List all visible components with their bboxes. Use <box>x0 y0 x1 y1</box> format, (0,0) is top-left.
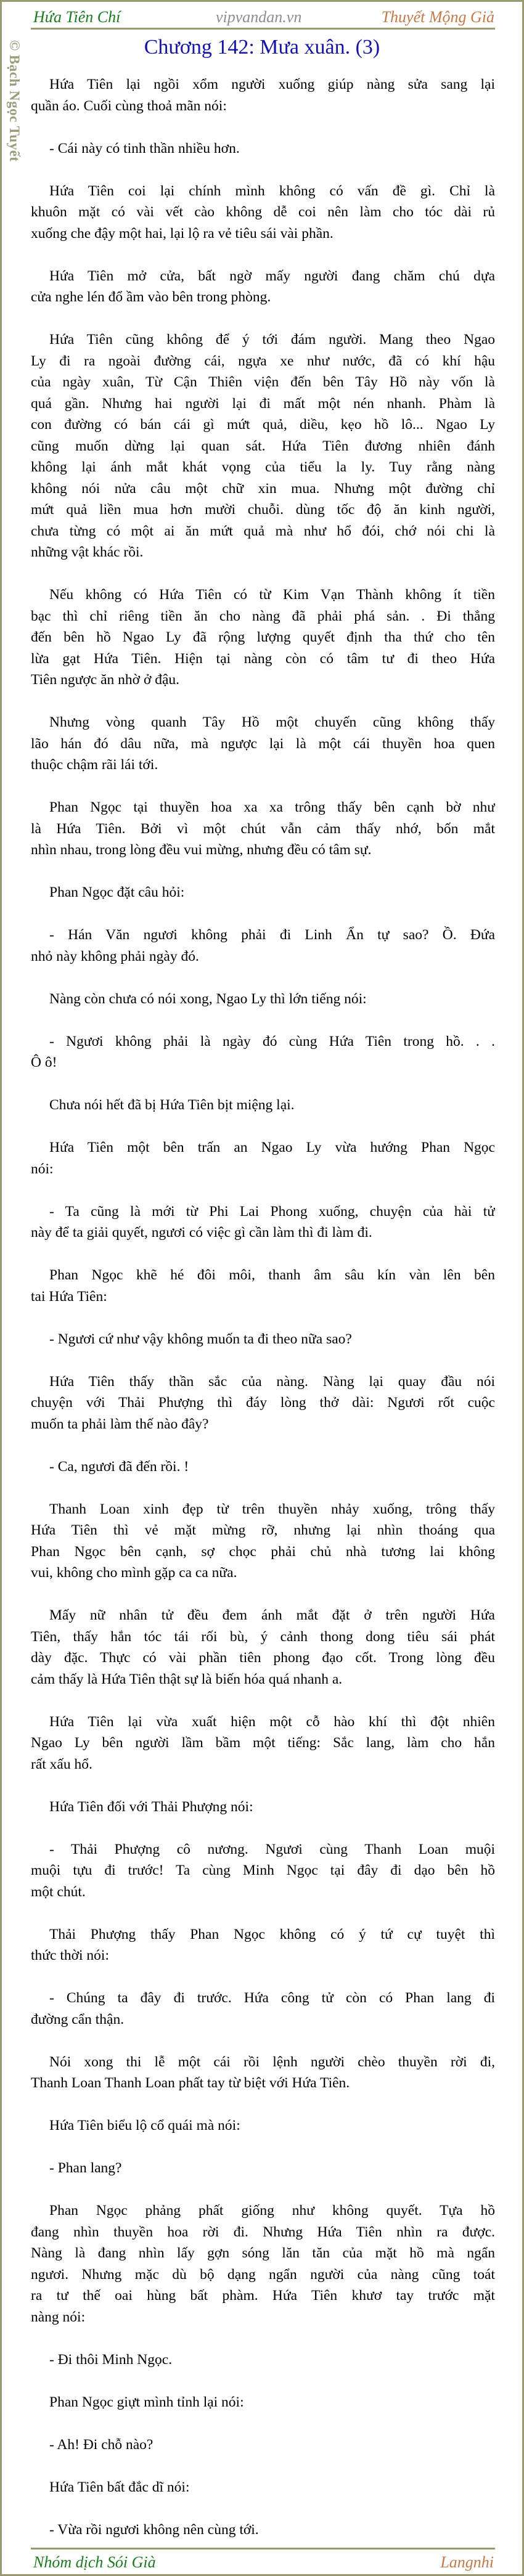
paragraph-line: nhìn nhau, trong lòng đều vui mừng, nhưng đều có tâm sự. <box>31 842 372 858</box>
paragraph-line: Nàng là đang nhìn lấy gợn sóng lăn tăn của mặt hồ mà ngẩn <box>31 2245 495 2261</box>
story-paragraph <box>31 2477 495 2498</box>
story-paragraph <box>31 1265 495 1307</box>
paragraph-line: chưa từng có một ai ăn mứt quả mà như hổ đói, chớ nói chi là <box>31 523 495 539</box>
paragraph-line: con đường có bán cái gì mứt quả, diều, kẹo hồ lô... Ngao Ly <box>31 417 495 433</box>
story-paragraph <box>31 924 495 967</box>
story-paragraph <box>31 2052 495 2094</box>
paragraph-line: Mấy nữ nhân tử đều đem ánh mắt đặt ở trên người Hứa <box>49 1607 495 1623</box>
paragraph-line: - Ngươi cứ như vậy không muốn ta đi theo nữa sao? <box>49 1331 352 1347</box>
paragraph-line: - Vừa rồi ngươi không nên cùng tới. <box>49 2521 259 2538</box>
story-paragraph <box>31 2392 495 2413</box>
paragraph-line: nàng nói: <box>31 2309 86 2325</box>
paragraph-line: Hứa Tiên coi lại chính mình không có vấn đề gì. Chỉ là <box>49 182 495 199</box>
paragraph-line: một chút. <box>31 1883 86 1900</box>
paragraph-line: Thanh Loan xinh đẹp từ trên thuyền nhảy xuống, trông thấy <box>49 1501 495 1517</box>
story-paragraph <box>31 138 495 160</box>
story-paragraph <box>31 1605 495 1690</box>
paragraph-line: này để ta giải quyết, ngươi có việc gì cần làm thì đi làm đi. <box>31 1225 372 1241</box>
paragraph-line: Hứa Tiên cũng không để ý tới đám người. Mang theo Ngao <box>49 332 495 348</box>
paragraph-line: bạc thì chỉ riêng tiền ăn cho nàng đã phải phá sản. . Đi thẳng <box>31 608 495 624</box>
copyright-watermark <box>3 40 28 200</box>
paragraph-line: vui, không cho mình gặp ca ca nữa. <box>31 1565 237 1581</box>
paragraph-line: - Chúng ta đây đi trước. Hứa công tử còn có Phan lang đi <box>49 1990 495 2006</box>
paragraph-line: Hứa Tiên đối với Thải Phượng nói: <box>49 1798 253 1815</box>
paragraph-line: tai Hứa Tiên: <box>31 1288 107 1305</box>
paragraph-line: thức thời nói: <box>31 1947 109 1963</box>
paragraph-line: Hứa Tiên thì vẻ mặt mừng rỡ, nhưng lại nhìn thoáng qua <box>31 1522 495 1538</box>
paragraph-line: nói: <box>31 1160 54 1177</box>
footer-divider <box>31 2548 495 2550</box>
story-paragraph <box>31 329 495 563</box>
paragraph-line: Ô ô! <box>31 1054 57 1070</box>
paragraph-line: - Phan lang? <box>49 2160 122 2176</box>
paragraph-line: - Cái này có tinh thần nhiều hơn. <box>49 140 240 157</box>
paragraph-line: Tiên ngược ăn nhờ ở đậu. <box>31 672 180 688</box>
paragraph-line: rất xấu hổ. <box>31 1756 92 1772</box>
story-paragraph <box>31 2115 495 2137</box>
paragraph-line: Nàng còn chưa có nói xong, Ngao Ly thì lớn tiếng nói: <box>49 990 367 1007</box>
paragraph-line: Hứa Tiên bất đắc dĩ nói: <box>49 2479 190 2495</box>
paragraph-line: dày đặc. Thực có vài phần tiên phong đạo cốt. Trong lòng đều <box>31 1650 495 1666</box>
paragraph-line: đang nhìn thuyền hoa rời đi. Nhưng Hứa Tiên nhìn ra được. <box>31 2223 495 2240</box>
story-paragraph <box>31 1031 495 1074</box>
page-footer <box>31 2551 495 2574</box>
paragraph-line: Phan Ngọc bên cạnh, sợ chọc phải chủ nhà tương lai không <box>31 1543 495 1560</box>
paragraph-line: lừa gạt Hứa Tiên. Hiện tại nàng còn có tâm tư đi theo Hứa <box>31 650 495 667</box>
site-name: vipvandan.vn <box>216 8 302 26</box>
story-paragraph <box>31 1329 495 1350</box>
paragraph-line: là Hứa Tiên. Bởi vì một chút vẫn cảm thấy nhớ, bốn mắt <box>31 820 495 837</box>
story-paragraph <box>31 988 495 1010</box>
paragraph-line: Hứa Tiên lại ngồi xổm người xuống giúp nàng sửa sang lại <box>49 76 495 92</box>
story-paragraph <box>31 266 495 308</box>
story-paragraph <box>31 1371 495 1435</box>
paragraph-line: Hứa Tiên một bên trấn an Ngao Ly vừa hướng Phan Ngọc <box>49 1139 495 1156</box>
paragraph-line: - Đi thôi Minh Ngọc. <box>49 2351 173 2368</box>
paragraph-line: khuôn mặt có vài vết cào không dễ coi nên làm cho tóc dài rủ <box>31 204 495 220</box>
story-paragraph <box>31 2349 495 2371</box>
story-paragraph <box>31 1499 495 1584</box>
paragraph-line: Nói xong thi lễ một cái rồi lệnh người chèo thuyền rời đi, <box>49 2053 495 2070</box>
paragraph-line: muốn ta phải làm thế nào đây? <box>31 1416 209 1432</box>
paragraph-line: của ngày xuân, Từ Cận Thiên viện đến bên Tây Hồ này vốn là <box>31 374 495 390</box>
paragraph-line: Nhưng vòng quanh Tây Hồ một chuyến cũng không thấy <box>49 714 495 730</box>
paragraph-line: muội tựu đi trước! Ta cùng Minh Ngọc tại đây đi dạo bên hồ <box>31 1862 495 1878</box>
book-title: Hứa Tiên Chí <box>33 8 121 26</box>
paragraph-line: cũng muốn dừng lại quan sát. Hứa Tiên đương nhiên đánh <box>31 438 495 454</box>
chapter-body <box>31 74 495 2562</box>
story-paragraph <box>31 882 495 903</box>
story-paragraph <box>31 2434 495 2456</box>
paragraph-line: Tiên, thấy hắn tóc tái rối bù, ý cảnh thong dong tiêu sái phát <box>31 1628 495 1645</box>
story-paragraph <box>31 1987 495 2030</box>
paragraph-line: ngươi. Nhưng mặc dù bộ dạng ngẩn người của nàng cũng toát <box>31 2266 495 2283</box>
story-paragraph <box>31 1201 495 1244</box>
paragraph-line: Phan Ngọc đặt câu hỏi: <box>49 884 185 900</box>
header-divider <box>31 28 495 30</box>
paragraph-line: quá gần. Nhưng hai người lại đi mất một nén nhanh. Phàm là <box>31 395 495 412</box>
story-paragraph <box>31 1711 495 1775</box>
paragraph-line: quần áo. Cuối cùng thoả mãn nói: <box>31 97 227 114</box>
paragraph-line: Chưa nói hết đã bị Hứa Tiên bịt miệng lại. <box>49 1097 295 1113</box>
paragraph-line: Hứa Tiên mở cửa, bất ngờ mấy người đang chăm chú dựa <box>49 267 495 284</box>
paragraph-line: Phan Ngọc giựt mình tỉnh lại nói: <box>49 2394 244 2410</box>
story-paragraph <box>31 74 495 116</box>
paragraph-line: Hứa Tiên thấy thần sắc của nàng. Nàng lại quay đầu nói <box>49 1373 495 1390</box>
paragraph-line: đường cẩn thận. <box>31 2011 125 2028</box>
paragraph-line: cảm thấy là Hứa Tiên thật sự là biến hóa quá nhanh a. <box>31 1671 343 1687</box>
paragraph-line: đến bên hồ Ngao Ly đã rộng lượng quyết định tha thứ cho tên <box>31 629 495 645</box>
page-header <box>31 2 497 29</box>
paragraph-line: Phan Ngọc tại thuyền hoa xa xa trông thấy bên cạnh bờ như <box>49 799 495 815</box>
editor-name: Langnhi <box>440 2553 494 2571</box>
paragraph-line: Nếu không có Hứa Tiên có từ Kim Vạn Thành không ít tiền <box>49 587 495 603</box>
paragraph-line: cửa nghe lén đổ ầm vào bên trong phòng. <box>31 289 271 305</box>
paragraph-line: - Hán Văn ngươi không phải đi Linh Ẩn tự sao? Ồ. Đứa <box>49 927 495 943</box>
paragraph-line: Ly đi ra ngoài đường cái, ngựa xe như nước, đã có khí hậu <box>31 353 495 369</box>
paragraph-line: không lại ánh mắt khát vọng của tiểu la ly. Tuy rằng nàng <box>31 459 495 475</box>
paragraph-line: chuyện với Thải Phượng thì đáy lòng thở dài: Ngươi rốt cuộc <box>31 1395 495 1411</box>
paragraph-line: - Ngươi không phải là ngày đó cùng Hứa Tiên trong hồ. . . <box>49 1033 495 1050</box>
story-paragraph <box>31 712 495 776</box>
paragraph-line: lão hán đó dâu nữa, mà ngược lại là một cái thuyền hoa quen <box>31 735 495 752</box>
paragraph-line: những vật khác rồi. <box>31 544 144 560</box>
translator-group: Nhóm dịch Sói Già <box>33 2553 156 2571</box>
story-paragraph <box>31 181 495 245</box>
paragraph-line: xuống che đậy một hai, lại lộ ra vẻ tiêu sái vài phần. <box>31 225 334 242</box>
paragraph-line: Thải Phượng thấy Phan Ngọc không có ý tứ cự tuyệt thì <box>49 1926 495 1942</box>
paragraph-line: - Ah! Đi chỗ nào? <box>49 2436 154 2453</box>
story-paragraph <box>31 2519 495 2541</box>
paragraph-line: - Thải Phượng cô nương. Ngươi cùng Thanh Loan muội <box>49 1841 495 1857</box>
chapter-title: Chương 142: Mưa xuân. (3) <box>144 36 380 59</box>
paragraph-line: Hứa Tiên lại vừa xuất hiện một cỗ hào khí thì đột nhiên <box>49 1713 495 1730</box>
story-paragraph <box>31 1094 495 1116</box>
paragraph-line: Hứa Tiên biểu lộ cổ quái mà nói: <box>49 2117 240 2134</box>
paragraph-line: Ngao Ly bên người lầm bầm một tiếng: Sắc lang, làm cho hắn <box>31 1735 495 1751</box>
paragraph-line: không nói nửa câu một chữ xin mua. Nhưng một đường chỉ <box>31 480 495 497</box>
story-paragraph <box>31 1839 495 1903</box>
story-paragraph <box>31 2158 495 2179</box>
story-paragraph <box>31 584 495 691</box>
story-paragraph <box>31 2200 495 2328</box>
paragraph-line: - Ta cũng là mới từ Phi Lai Phong xuống, chuyện của hài tử <box>49 1203 495 1220</box>
watermark-text: © Bạch Ngọc Tuyết <box>7 40 22 162</box>
story-paragraph <box>31 1456 495 1478</box>
story-paragraph <box>31 1924 495 1967</box>
paragraph-line: nhỏ này không phải ngày đó. <box>31 948 199 964</box>
paragraph-line: mứt quả liền mua hơn mười chuỗi. dùng tốc độ ăn kinh người, <box>31 502 495 518</box>
paragraph-line: thuộc chậm rãi lái tới. <box>31 757 158 773</box>
story-paragraph <box>31 1137 495 1180</box>
paragraph-line: Phan Ngọc khẽ hé đôi môi, thanh âm sâu kín vàn lên bên <box>49 1267 495 1283</box>
story-paragraph <box>31 1796 495 1818</box>
paragraph-line: ra tư thế oai hùng bất phàm. Hứa Tiên khươ tay trước mặt <box>31 2288 495 2304</box>
author-name: Thuyết Mộng Giả <box>381 8 494 26</box>
paragraph-line: Phan Ngọc phảng phất giống như không quyết. Tựa hồ <box>49 2203 495 2219</box>
paragraph-line: Thanh Loan Thanh Loan phất tay từ biệt với Hứa Tiên. <box>31 2075 350 2091</box>
story-paragraph <box>31 797 495 861</box>
paragraph-line: - Ca, ngươi đã đến rồi. ! <box>49 1458 189 1475</box>
